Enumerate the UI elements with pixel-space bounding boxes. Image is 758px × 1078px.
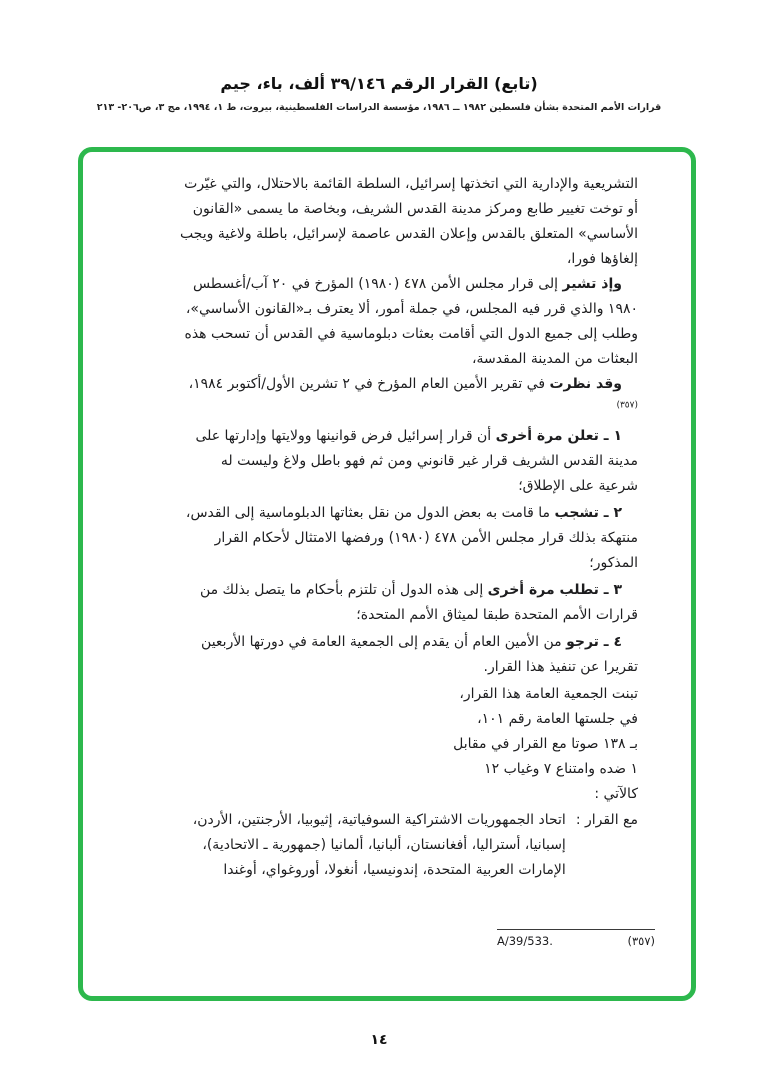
vote-with-row <box>177 808 638 883</box>
operative-paragraph-1 <box>177 424 638 499</box>
paragraph-text: التشريعية والإدارية التي اتخذتها إسرائيل، السلطة القائمة بالاحتلال، والتي غيّرت أو توخت تغيير طابع ومركز مدينة القدس الشريف، وبخاصة ما يسمى «القانون الأساسي» المتعلق بالقدس وإعلان القدس عاصمة لإسرائيل، باطلة ولاغية ويجب إلغاؤها فورا، <box>179 176 638 267</box>
paragraph-text: أن قرار إسرائيل فرض قوانينها وولايتها وإدارتها على مدينة القدس الشريف قرار غير قانوني ومن ثم فهو باطل ولاغ وليست له شرعية على الإطلاق؛ <box>195 428 638 494</box>
paragraph-lead: ٤ ـ ترجو <box>566 634 622 650</box>
adoption-line: كالآتي : <box>594 786 638 802</box>
paragraph-lead: وإذ تشير <box>562 276 622 292</box>
page-number: ١٤ <box>370 1032 388 1048</box>
adoption-line: تبنت الجمعية العامة هذا القرار، <box>459 686 638 702</box>
document-header <box>0 74 758 113</box>
paragraph-text: ما قامت به بعض الدول من نقل بعثاتها الدبلوماسية إلى القدس، منتهكة بذلك قرار مجلس الأمن ٤٧٨ (١٩٨٠) ورفضها الامتثال لأحكام القرار المذكور؛ <box>185 505 638 571</box>
resolution-title: (تابع) القرار الرقم ٣٩/١٤٦ ألف، باء، جيم <box>220 74 538 93</box>
paragraph-lead: ١ ـ تعلن مرة أخرى <box>495 428 622 444</box>
operative-paragraph-4 <box>177 630 638 680</box>
resolution-body <box>177 172 638 883</box>
paragraph-lead: وقد نظرت <box>549 376 622 392</box>
footnote-reference: A/39/533. <box>497 934 553 948</box>
paragraph-text: إلى هذه الدول أن تلتزم بأحكام ما يتصل بذلك من قرارات الأمم المتحدة طبقا لميثاق الأمم المتحدة؛ <box>199 582 638 623</box>
adoption-line: بـ ١٣٨ صوتا مع القرار في مقابل <box>453 736 638 752</box>
paragraph-continuation <box>177 172 638 272</box>
green-highlight-frame <box>78 147 696 1001</box>
paragraph-lead: ٢ ـ تشجب <box>554 505 622 521</box>
paragraph-preambular-recall <box>177 272 638 372</box>
adoption-line: في جلستها العامة رقم ١٠١، <box>477 711 638 727</box>
paragraph-lead: ٣ ـ تطلب مرة أخرى <box>487 582 622 598</box>
paragraph-text: في تقرير الأمين العام المؤرخ في ٢ تشرين الأول/أكتوبر ١٩٨٤، <box>188 376 550 392</box>
vote-with-label: مع القرار : <box>575 812 638 828</box>
adoption-line: ١ ضده وامتناع ٧ وغياب ١٢ <box>484 761 638 777</box>
operative-paragraph-2 <box>177 501 638 576</box>
adoption-record <box>177 682 638 807</box>
source-citation: قرارات الأمم المتحدة بشأن فلسطين ١٩٨٢ ــ ١٩٨٦، مؤسسة الدراسات الفلسطينية، بيروت، ط ١، ١٩٩٤، مج ٣، ص٢٠٦- ٢١٣ <box>96 102 662 113</box>
footnote-marker: (٣٥٧) <box>627 934 655 948</box>
paragraph-text: إلى قرار مجلس الأمن ٤٧٨ (١٩٨٠) المؤرخ في ٢٠ آب/أغسطس ١٩٨٠ والذي قرر فيه المجلس، في جملة أمور، ألا يعترف بـ«القانون الأساسي»، وطلب إلى جميع الدول التي أقامت بعثات دبلوماسية في القدس أن تسحب هذه البعثات من المدينة المقدسة، <box>184 276 638 367</box>
operative-paragraph-3 <box>177 578 638 628</box>
footnote-marker-inline: (٣٥٧) <box>616 400 638 411</box>
paragraph-preambular-considered <box>177 372 638 422</box>
footnote <box>497 929 655 948</box>
paragraph-text: من الأمين العام أن يقدم إلى الجمعية العامة في دورتها الأربعين تقريرا عن تنفيذ هذا القرار. <box>201 634 638 675</box>
vote-with-countries: اتحاد الجمهوريات الاشتراكية السوفياتية، إثيوبيا، الأرجنتين، الأردن، إسبانيا، أستراليا، أفغانستان، ألبانيا، ألمانيا (جمهورية ـ الاتحادية)، الإمارات العربية المتحدة، إندونيسيا، أنغولا، أوروغواي، أوغندا <box>192 812 566 878</box>
